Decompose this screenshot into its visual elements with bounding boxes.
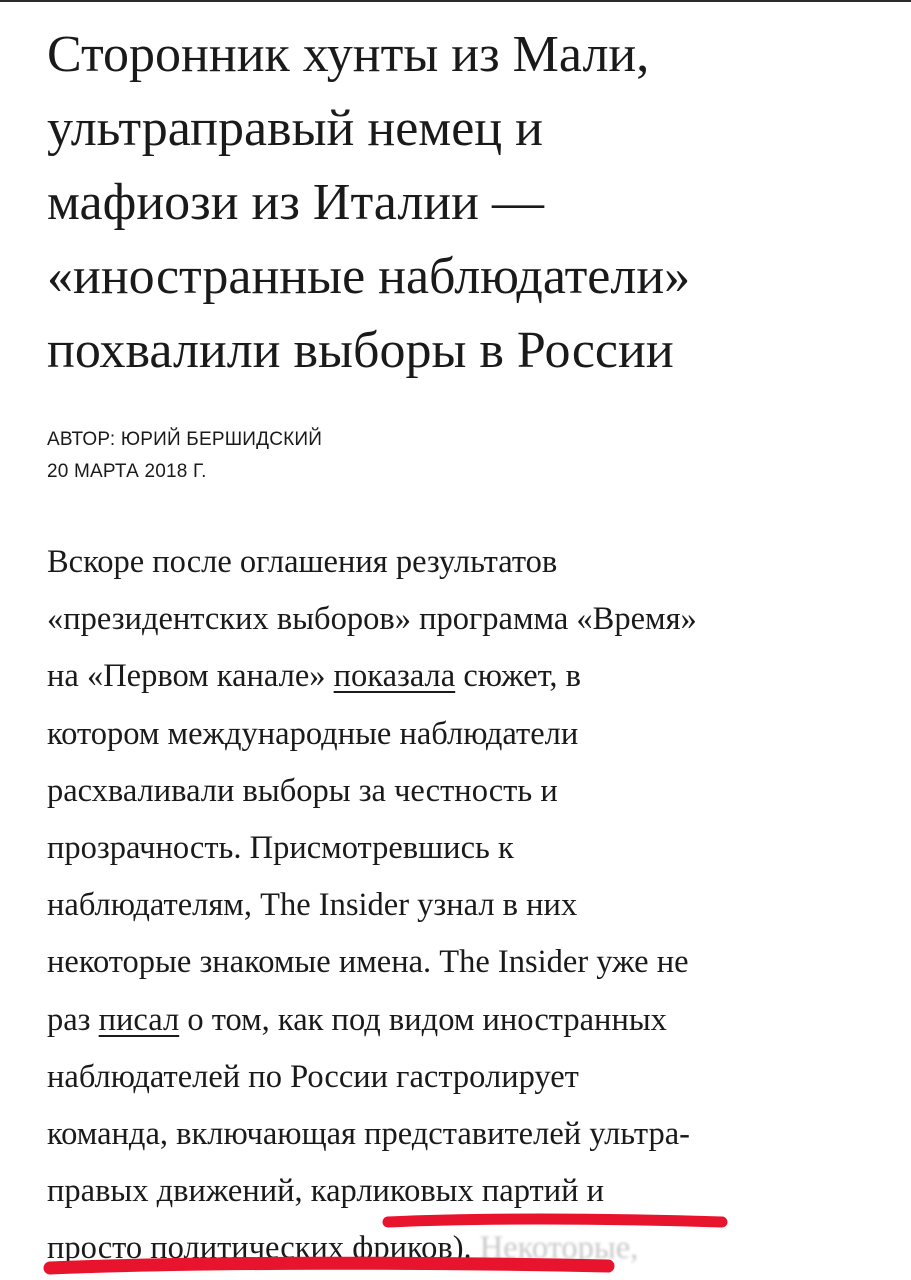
link-pisal[interactable]: писал bbox=[98, 1001, 180, 1038]
body-line: «президентских выборов» программа «Время» bbox=[47, 601, 697, 638]
article-headline bbox=[47, 18, 887, 388]
body-line: прозрачность. Присмотревшись к bbox=[47, 830, 514, 867]
body-line: Вскоре после оглашения результатов bbox=[47, 544, 558, 580]
body-line bbox=[47, 992, 887, 1049]
article-body bbox=[47, 534, 887, 1278]
body-line: правых движений, карликовых партий и bbox=[47, 1173, 605, 1210]
headline-line: похвалили выборы в России bbox=[47, 322, 674, 379]
body-line: команда, включающая представителей ультра- bbox=[47, 1116, 690, 1153]
headline-line: ультраправый немец и bbox=[47, 100, 543, 157]
body-text-segment: сюжет, в bbox=[455, 658, 582, 695]
body-line bbox=[47, 1220, 887, 1277]
body-line: наблюдателям, The Insider узнал в них bbox=[47, 887, 578, 924]
article-byline bbox=[47, 424, 322, 488]
top-divider bbox=[0, 0, 911, 2]
publish-date: 20 МАРТА 2018 Г. bbox=[47, 461, 207, 482]
body-line bbox=[47, 648, 887, 705]
headline-line: «иностранные наблюдатели» bbox=[47, 248, 691, 305]
link-pokazala[interactable]: показала bbox=[333, 658, 456, 695]
body-text-segment: о том, как под видом иностранных bbox=[179, 1001, 667, 1038]
body-line: наблюдателей по России гастролирует bbox=[47, 1058, 579, 1095]
body-line: котором международные наблюдатели bbox=[47, 715, 579, 752]
headline-line: Сторонник хунты из Мали, bbox=[47, 26, 650, 83]
body-line: некоторые знакомые имена. The Insider уже не bbox=[47, 944, 689, 981]
faded-text: Некоторые, bbox=[471, 1230, 639, 1267]
body-text-segment: раз bbox=[47, 1001, 99, 1038]
headline-line: мафиози из Италии — bbox=[47, 174, 544, 231]
body-text-segment: на «Первом канале» bbox=[47, 658, 334, 695]
author-name: АВТОР: ЮРИЙ БЕРШИДСКИЙ bbox=[47, 429, 323, 450]
body-text-segment: ). bbox=[452, 1230, 472, 1267]
body-line: расхваливали выборы за честность и bbox=[47, 772, 558, 809]
link-politicheskih-frikov[interactable]: просто политических фриков bbox=[47, 1230, 453, 1267]
